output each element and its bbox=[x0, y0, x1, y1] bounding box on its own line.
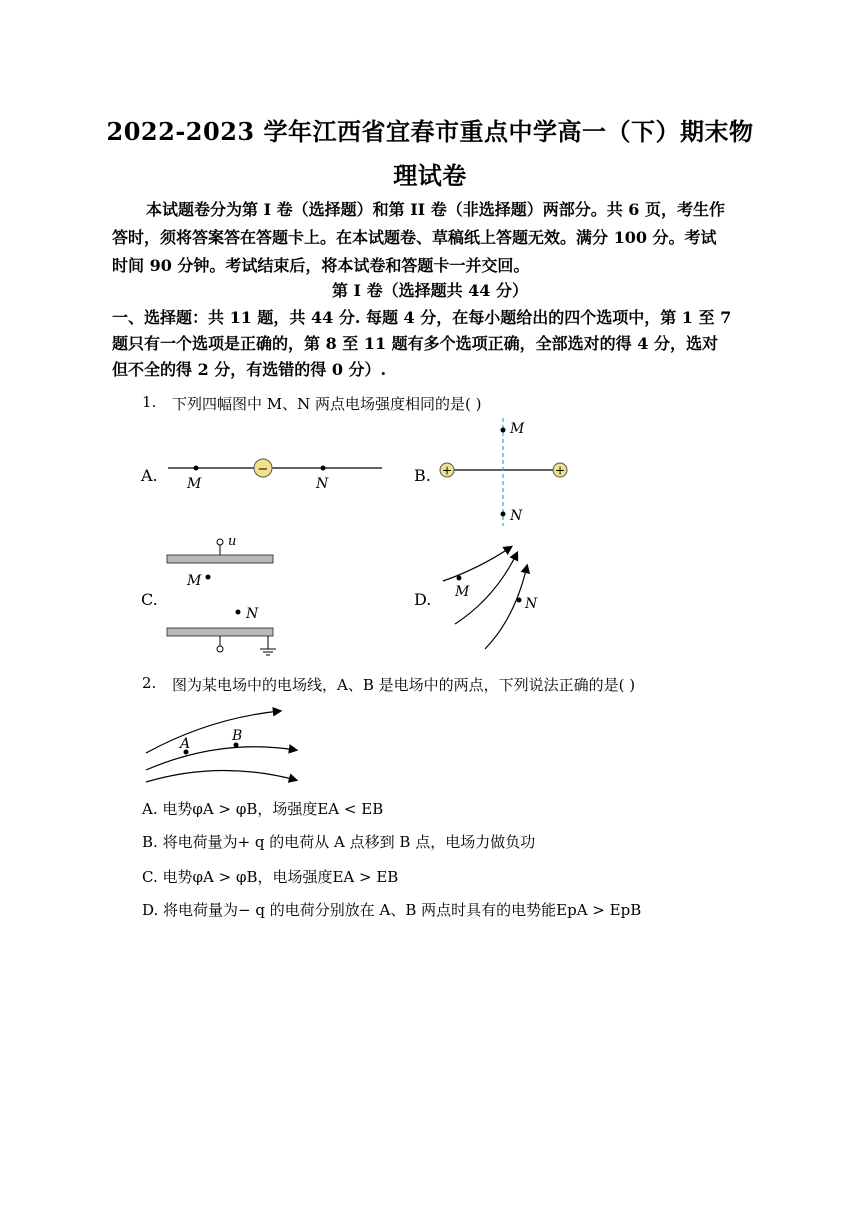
intro-line-2: 答时，须将答案答在答题卡上。在本试题卷、草稿纸上答题无效。满分 100 分。考试 bbox=[112, 228, 717, 247]
label-m: M bbox=[455, 584, 470, 600]
q1-option-b-label: B. bbox=[414, 466, 431, 485]
option-letter: A. bbox=[142, 800, 158, 818]
point-m bbox=[501, 428, 506, 433]
q2-option-d bbox=[142, 899, 641, 920]
option-letter: C. bbox=[142, 868, 158, 886]
q1-option-a-label: A. bbox=[141, 466, 158, 485]
q2-option-c bbox=[142, 866, 398, 887]
intro-line-1: 本试题卷分为第 I 卷（选择题）和第 II 卷（非选择题）两部分。共 6 页，考生作 bbox=[146, 200, 726, 219]
terminal-top bbox=[217, 539, 223, 545]
label-m: M bbox=[187, 573, 202, 589]
terminal-bottom bbox=[217, 646, 223, 652]
option-letter: B. bbox=[142, 833, 158, 851]
label-n: N bbox=[246, 606, 259, 622]
point-m bbox=[194, 466, 199, 471]
option-text: 电势φA > φB，场强度EA < EB bbox=[162, 800, 384, 818]
label-a: A bbox=[180, 736, 191, 752]
plus-sign-right: + bbox=[554, 463, 566, 478]
point-n bbox=[236, 610, 241, 615]
label-n: N bbox=[316, 476, 329, 492]
option-text: 将电荷量为− q 的电荷分别放在 A、B 两点时具有的电势能EpA > EpB bbox=[163, 901, 642, 919]
section1-line-1: 一、选择题：共 11 题，共 44 分. 每题 4 分，在每小题给出的四个选项中，第 1 至 7 bbox=[112, 308, 732, 327]
q1-stem: 下列四幅图中 M、N 两点电场强度相同的是( ) bbox=[172, 395, 482, 413]
label-u: u bbox=[228, 534, 237, 549]
q1-figure-b bbox=[432, 418, 577, 530]
q1-figure-a bbox=[160, 450, 390, 495]
capacitor-plate-bottom bbox=[167, 628, 273, 636]
point-n bbox=[501, 512, 506, 517]
label-n: N bbox=[510, 508, 523, 524]
field-line-1 bbox=[443, 547, 511, 581]
point-m bbox=[457, 576, 462, 581]
q1-option-d-label: D. bbox=[414, 590, 432, 609]
point-m bbox=[206, 575, 211, 580]
section1-line-3: 但不全的得 2 分，有选错的得 0 分）. bbox=[112, 360, 387, 379]
label-m: M bbox=[187, 476, 202, 492]
point-n bbox=[517, 598, 522, 603]
q2-stem: 图为某电场中的电场线，A、B 是电场中的两点，下列说法正确的是( ) bbox=[172, 676, 636, 694]
q2-option-b bbox=[142, 831, 535, 852]
q2-number: 2. bbox=[142, 674, 157, 692]
part1-heading: 第 I 卷（选择题共 44 分） bbox=[331, 281, 529, 300]
title-line-2: 理试卷 bbox=[393, 161, 467, 190]
capacitor-plate-top bbox=[167, 555, 273, 563]
title-line-1: 2022-2023 学年江西省宜春市重点中学高一（下）期末物 bbox=[106, 117, 754, 146]
field-line-3 bbox=[146, 770, 296, 782]
minus-sign: − bbox=[257, 462, 269, 477]
q2-option-a bbox=[142, 798, 383, 819]
plus-sign-left: + bbox=[441, 463, 453, 478]
q1-figure-c bbox=[160, 530, 290, 662]
q1-number: 1. bbox=[142, 393, 157, 411]
label-b: B bbox=[232, 728, 243, 744]
section1-line-2: 题只有一个选项是正确的，第 8 至 11 题有多个选项正确，全部选对的得 4 分，选对 bbox=[112, 334, 718, 353]
point-n bbox=[321, 466, 326, 471]
field-line-3 bbox=[485, 566, 527, 649]
intro-line-3: 时间 90 分钟。考试结束后，将本试卷和答题卡一并交回。 bbox=[112, 256, 530, 275]
field-line-2 bbox=[146, 747, 296, 770]
q2-figure bbox=[140, 700, 305, 785]
label-n: N bbox=[525, 596, 538, 612]
option-text: 将电荷量为+ q 的电荷从 A 点移到 B 点，电场力做负功 bbox=[162, 833, 536, 851]
option-text: 电势φA > φB，电场强度EA > EB bbox=[162, 868, 399, 886]
q1-figure-d bbox=[435, 538, 555, 658]
label-m: M bbox=[510, 421, 525, 437]
option-letter: D. bbox=[142, 901, 159, 919]
q1-option-c-label: C. bbox=[141, 590, 158, 609]
